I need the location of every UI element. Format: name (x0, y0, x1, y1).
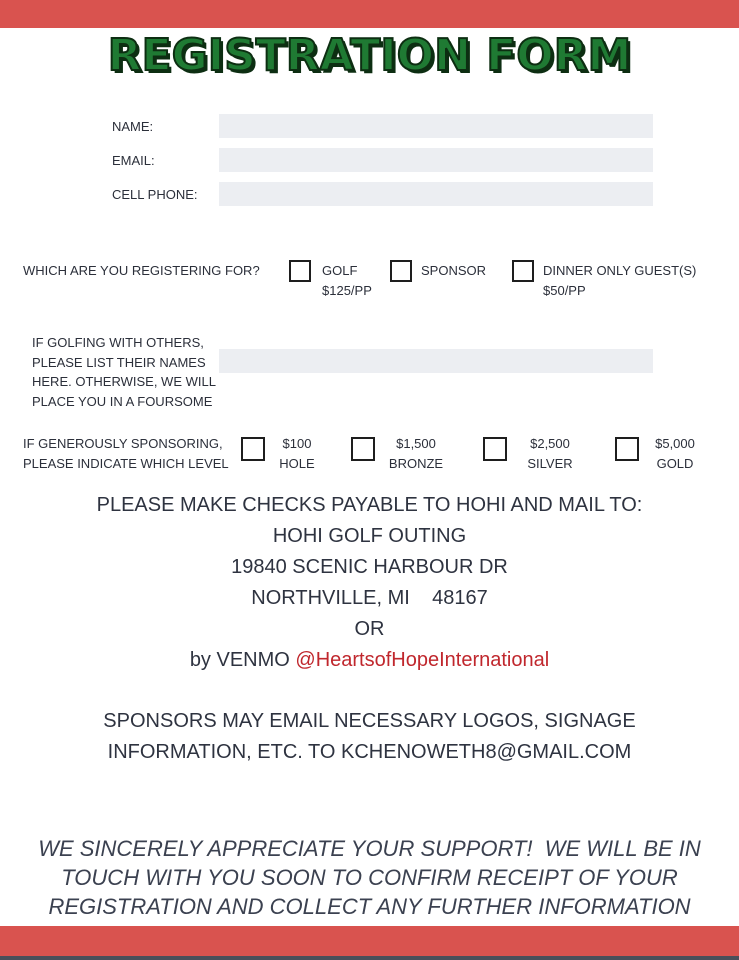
sponsor-level-line: PLEASE INDICATE WHICH LEVEL (23, 456, 229, 471)
level-name: GOLD (656, 456, 694, 471)
mailing-street: 19840 SCENIC HARBOUR DR (231, 556, 508, 578)
cell-phone-label: CELL PHONE: (112, 187, 198, 202)
level-name: BRONZE (388, 456, 444, 471)
closing-line: REGISTRATION AND COLLECT ANY FURTHER INFORMATION (48, 894, 691, 919)
level-amount: $5,000 (655, 436, 695, 451)
golfing-with-line: PLACE YOU IN A FOURSOME (32, 393, 213, 409)
venmo-handle-link[interactable]: @HeartsofHopeInternational (295, 649, 550, 671)
sponsor-option-label: SPONSOR (421, 263, 487, 278)
golf-checkbox[interactable] (289, 260, 311, 282)
golf-option-name: GOLF (322, 263, 358, 278)
golfing-with-line: IF GOLFING WITH OTHERS, (32, 335, 204, 350)
bronze-level-checkbox[interactable] (351, 437, 375, 461)
email-field[interactable] (219, 148, 653, 172)
checks-payable-line: PLEASE MAKE CHECKS PAYABLE TO HOHI AND MAIL TO: (96, 494, 643, 516)
sponsor-checkbox[interactable] (390, 260, 412, 282)
mailing-name: HOHI GOLF OUTING (272, 525, 467, 547)
golf-option-price: $125/PP (322, 283, 372, 298)
gold-level-label (645, 434, 705, 474)
golfing-with-instructions (32, 333, 216, 411)
cell-phone-field[interactable] (219, 182, 653, 206)
level-amount: $2,500 (530, 436, 570, 451)
dinner-checkbox[interactable] (512, 260, 534, 282)
golfing-with-line: PLEASE LIST THEIR NAMES (32, 354, 206, 370)
hole-level-label (270, 434, 324, 474)
bronze-level-label (385, 434, 447, 474)
golfing-with-line: HERE. OTHERWISE, WE WILL (32, 374, 216, 389)
gold-level-checkbox[interactable] (615, 437, 639, 461)
dinner-option-name: DINNER ONLY GUEST(S) (543, 263, 697, 278)
top-color-band (0, 0, 739, 28)
bottom-dark-strip (0, 956, 739, 960)
bottom-color-band (0, 926, 739, 956)
hole-level-checkbox[interactable] (241, 437, 265, 461)
registration-question: WHICH ARE YOU REGISTERING FOR? (23, 263, 260, 278)
closing-line: TOUCH WITH YOU SOON TO CONFIRM RECEIPT OF YOUR (61, 865, 678, 890)
mailing-city: NORTHVILLE, MI 48167 (251, 587, 488, 609)
email-label: EMAIL: (112, 153, 155, 168)
sponsor-level-line: IF GENEROUSLY SPONSORING, (23, 436, 223, 451)
sponsor-info-line1: SPONSORS MAY EMAIL NECESSARY LOGOS, SIGNAGE (103, 710, 636, 732)
level-amount: $1,500 (396, 436, 436, 451)
level-amount: $100 (282, 436, 312, 451)
venmo-line (0, 649, 739, 672)
golf-option-label (322, 261, 372, 301)
dinner-option-price: $50/PP (543, 283, 586, 298)
golf-partners-field[interactable] (219, 349, 653, 373)
venmo-prefix: by VENMO (189, 649, 296, 671)
silver-level-checkbox[interactable] (483, 437, 507, 461)
page-title: REGISTRATION FORM (107, 30, 632, 81)
level-name: HOLE (279, 456, 315, 471)
name-field[interactable] (219, 114, 653, 138)
name-label: NAME: (112, 119, 154, 134)
sponsor-level-instructions (23, 434, 229, 474)
or-separator: OR (354, 618, 385, 640)
silver-level-label (520, 434, 580, 474)
closing-line: WE SINCERELY APPRECIATE YOUR SUPPORT! WE WILL BE IN (38, 836, 701, 861)
sponsor-info-line2: INFORMATION, ETC. TO KCHENOWETH8@GMAIL.COM (107, 741, 632, 763)
dinner-option-label (543, 261, 696, 301)
level-name: SILVER (527, 456, 573, 471)
